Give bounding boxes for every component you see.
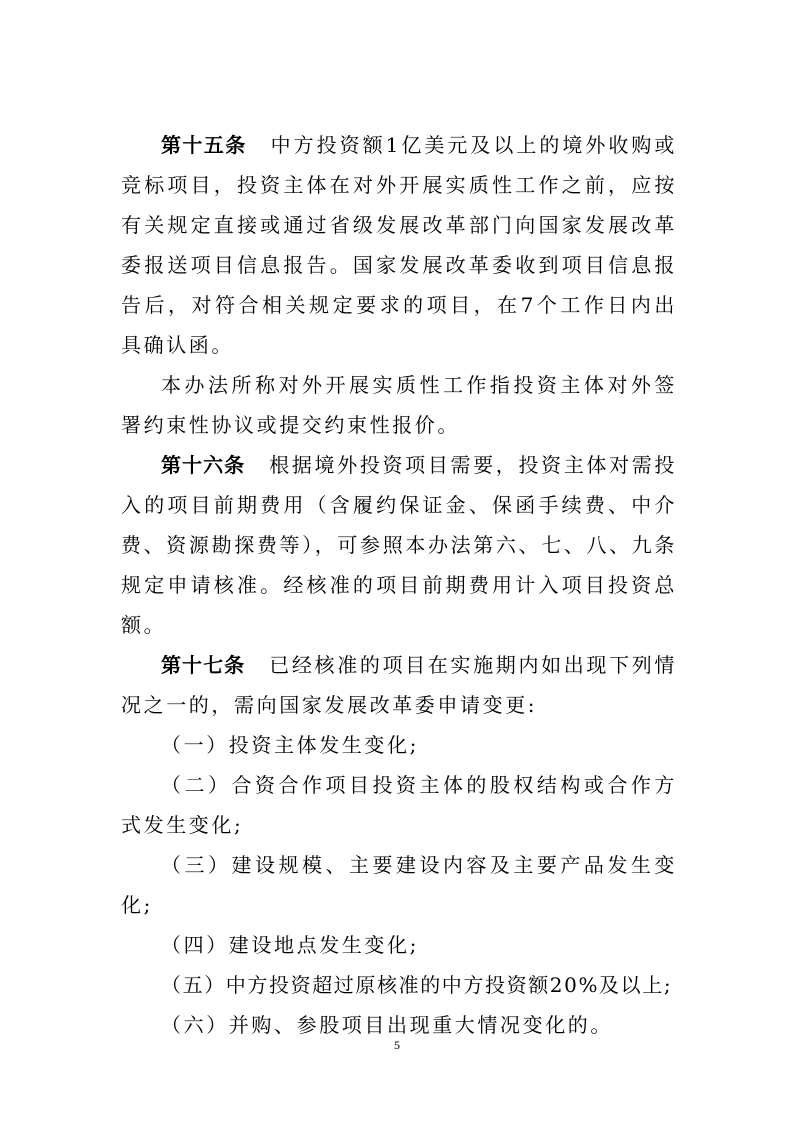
article-17-body: 已经核准的项目在实施期内如出现下列情况之一的，需向国家发展改革委申请变更: <box>121 653 677 717</box>
article-15-body: 中方投资额1亿美元及以上的境外收购或竞标项目，投资主体在对外开展实质性工作之前，应按有关规定直接或通过省级发展改革部门向国家发展改革委报送项目信息报告。国家发展改革委收到项目信息报告后，对符合相关规定要求的项目，在7个工作日内出具确认函。 <box>121 133 678 357</box>
list-item: （四）建设地点发生变化; <box>161 933 419 957</box>
article-16-number: 第十六条 <box>161 453 246 477</box>
document-body <box>121 125 677 1045</box>
list-item: （二）合资合作项目投资主体的股权结构或合作方式发生变化; <box>121 773 677 837</box>
article-15-paragraph <box>121 125 677 365</box>
page-number: 5 <box>394 1038 400 1052</box>
list-item: （六）并购、参股项目出现重大情况变化的。 <box>161 1013 613 1037</box>
article-17-paragraph <box>121 645 677 725</box>
article-15-number: 第十五条 <box>161 133 247 157</box>
article-16-paragraph <box>121 445 677 645</box>
article-16-body: 根据境外投资项目需要，投资主体对需投入的项目前期费用（含履约保证金、保函手续费、中介费、资源勘探费等），可参照本办法第六、七、八、九条规定申请核准。经核准的项目前期费用计入项目投资总额。 <box>121 453 677 637</box>
article-17-number: 第十七条 <box>161 653 246 677</box>
list-item: （三）建设规模、主要建设内容及主要产品发生变化; <box>121 853 677 917</box>
list-item: （一）投资主体发生变化; <box>161 733 419 757</box>
list-item: （五）中方投资超过原核准的中方投资额20%及以上; <box>161 973 673 997</box>
article-15-note: 本办法所称对外开展实质性工作指投资主体对外签署约束性协议或提交约束性报价。 <box>121 373 677 437</box>
